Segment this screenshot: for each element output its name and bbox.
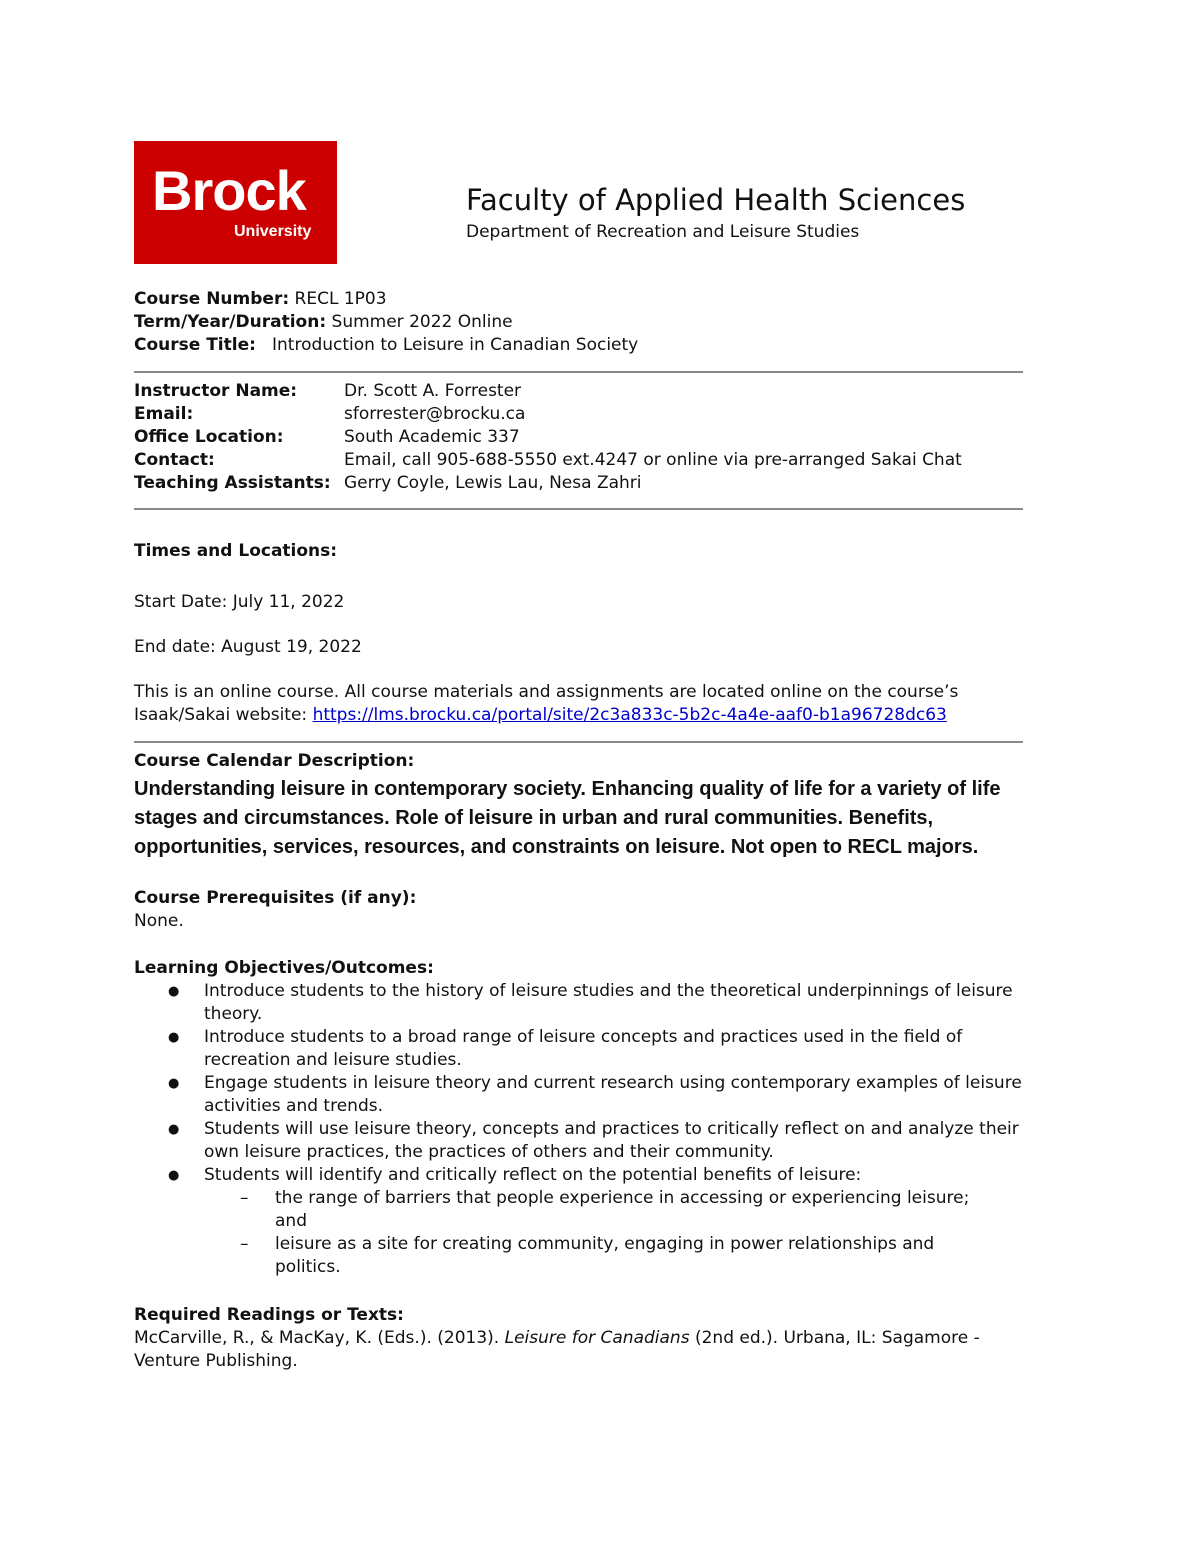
logo-wordmark: Brock bbox=[152, 159, 306, 222]
office-value: South Academic 337 bbox=[344, 427, 520, 447]
readings-heading: Required Readings or Texts: bbox=[134, 1305, 404, 1325]
list-item-text: Students will identify and critically reflect on the potential benefits of leisure: bbox=[204, 1165, 862, 1185]
course-website-link[interactable]: https://lms.brocku.ca/portal/site/2c3a833c-5b2c-4a4e-aaf0-b1a96728dc63 bbox=[312, 705, 947, 725]
prereq-heading: Course Prerequisites (if any): bbox=[134, 888, 417, 908]
divider bbox=[134, 741, 1023, 743]
contact-row bbox=[134, 449, 962, 472]
course-title-value: Introduction to Leisure in Canadian Society bbox=[272, 335, 639, 355]
contact-value: Email, call 905-688-5550 ext.4247 or online via pre-arranged Sakai Chat bbox=[344, 450, 962, 470]
instructor-info bbox=[134, 380, 962, 495]
prereq-text: None. bbox=[134, 911, 184, 931]
list-item: ● Introduce students to the history of leisure studies and the theoretical underpinnings of leisure theory. bbox=[134, 980, 1024, 1026]
learning-objectives bbox=[134, 957, 1024, 1279]
instructor-row bbox=[134, 380, 962, 403]
citation-title: Leisure for Canadians bbox=[504, 1328, 690, 1348]
website-label: Isaak/Sakai website: bbox=[134, 705, 313, 725]
prerequisites bbox=[134, 887, 416, 933]
end-date: End date: August 19, 2022 bbox=[134, 637, 362, 657]
course-info bbox=[134, 288, 638, 357]
divider bbox=[134, 508, 1023, 510]
ta-label: Teaching Assistants: bbox=[134, 473, 331, 493]
office-label: Office Location: bbox=[134, 427, 284, 447]
sub-list bbox=[204, 1187, 1024, 1279]
list-item: ● Students will use leisure theory, concepts and practices to critically reflect on and analyze their own leisure practices, the practices of others and their community. bbox=[134, 1118, 1024, 1164]
required-readings bbox=[134, 1304, 1024, 1373]
office-row bbox=[134, 426, 962, 449]
calendar-description: Understanding leisure in contemporary society. Enhancing quality of life for a variety of life stages and circumstances. Role of leisure in urban and rural communities. Benefits, opportunities, services, resources, and constraints on leisure. Not open to RECL majors. bbox=[134, 778, 1001, 858]
times-heading: Times and Locations: bbox=[134, 541, 338, 561]
course-title-row bbox=[134, 334, 638, 357]
contact-label: Contact: bbox=[134, 450, 215, 470]
course-title-label: Course Title: bbox=[134, 335, 256, 355]
sub-list-item: – the range of barriers that people experience in accessing or experiencing leisure; and bbox=[204, 1187, 975, 1233]
list-item: ● Engage students in leisure theory and current research using contemporary examples of leisure activities and trends. bbox=[134, 1072, 1024, 1118]
list-item: ● Introduce students to a broad range of leisure concepts and practices used in the field of recreation and leisure studies. bbox=[134, 1026, 1024, 1072]
course-number-row bbox=[134, 288, 638, 311]
instructor-label: Instructor Name: bbox=[134, 381, 298, 401]
instructor-value: Dr. Scott A. Forrester bbox=[344, 381, 522, 401]
sub-list-item: – leisure as a site for creating community, engaging in power relationships and politics. bbox=[204, 1233, 975, 1279]
objectives-heading: Learning Objectives/Outcomes: bbox=[134, 958, 434, 978]
email-value: sforrester@brocku.ca bbox=[344, 404, 526, 424]
online-note bbox=[134, 681, 958, 727]
objectives-list bbox=[134, 980, 1024, 1279]
online-note-line: This is an online course. All course materials and assignments are located online on the course’s bbox=[134, 682, 959, 702]
brock-university-logo bbox=[134, 141, 337, 264]
term-label: Term/Year/Duration: bbox=[134, 312, 327, 332]
list-item bbox=[134, 1164, 1024, 1279]
faculty-title: Faculty of Applied Health Sciences bbox=[466, 183, 966, 217]
citation-authors: McCarville, R., & MacKay, K. (Eds.). (2013). bbox=[134, 1328, 505, 1348]
calendar-heading: Course Calendar Description: bbox=[134, 751, 415, 771]
email-row bbox=[134, 403, 962, 426]
department-subtitle: Department of Recreation and Leisure Studies bbox=[466, 222, 860, 242]
online-note-line bbox=[134, 704, 958, 727]
readings-citation bbox=[134, 1327, 1024, 1373]
ta-value: Gerry Coyle, Lewis Lau, Nesa Zahri bbox=[344, 473, 642, 493]
start-date: Start Date: July 11, 2022 bbox=[134, 592, 345, 612]
ta-row bbox=[134, 472, 962, 495]
divider bbox=[134, 371, 1023, 373]
logo-subtext: University bbox=[234, 223, 312, 240]
term-value: Summer 2022 Online bbox=[331, 312, 513, 332]
term-row bbox=[134, 311, 638, 334]
citation-publisher: (2nd ed.). Urbana, IL: Sagamore - Venture Publishing. bbox=[134, 1328, 980, 1371]
course-number-label: Course Number: bbox=[134, 289, 290, 309]
email-label: Email: bbox=[134, 404, 194, 424]
course-number-value: RECL 1P03 bbox=[294, 289, 387, 309]
